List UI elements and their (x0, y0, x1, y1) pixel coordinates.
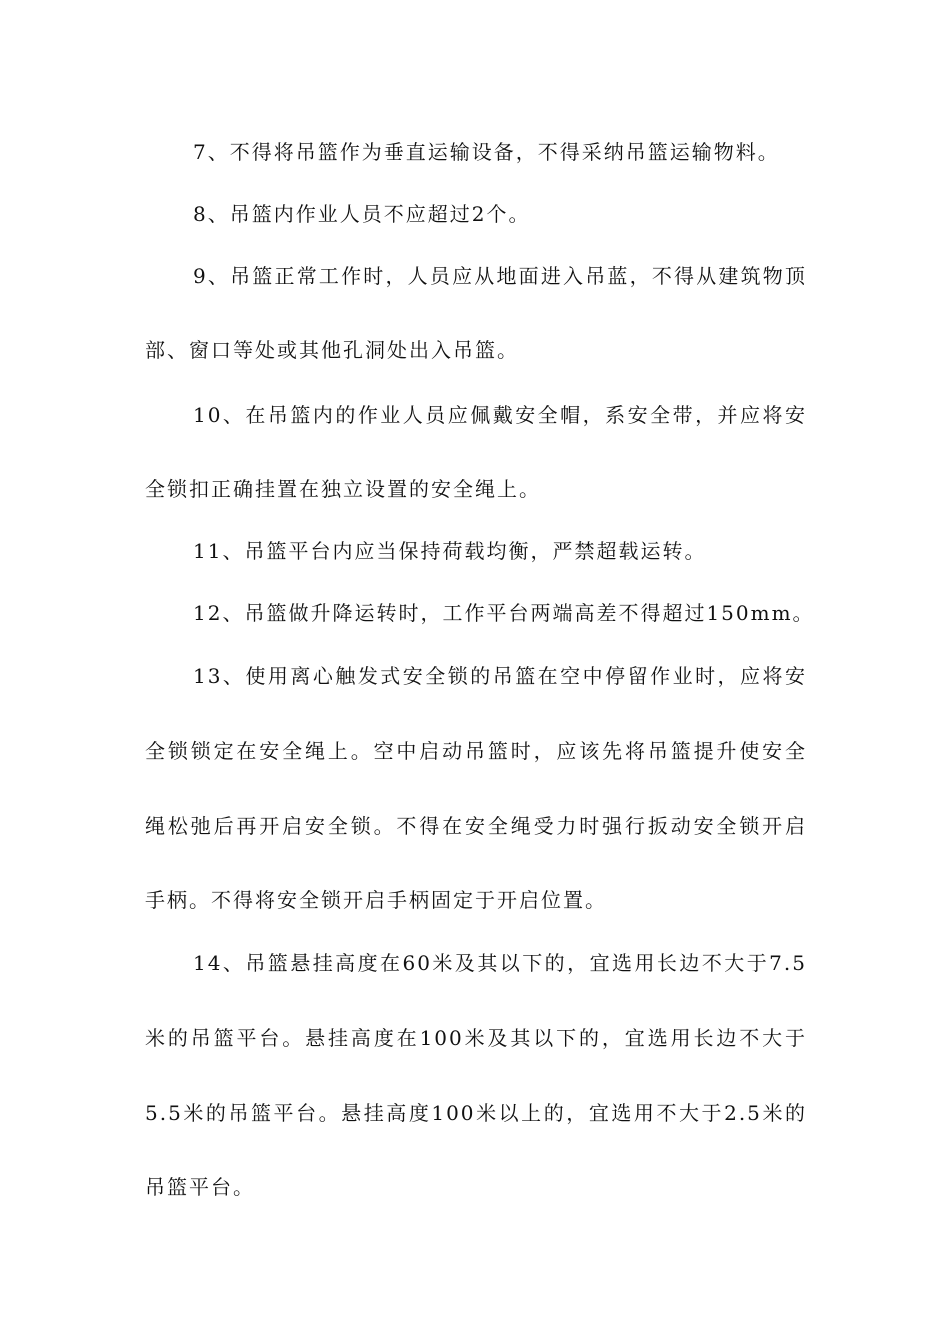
paragraph-9-line-1: 9、吊篮正常工作时，人员应从地面进入吊蓝，不得从建筑物顶 (193, 264, 807, 288)
paragraph-11-line-1: 11、吊篮平台内应当保持荷载均衡，严禁超载运转。 (193, 539, 707, 563)
paragraph-13-line-1: 13、使用离心触发式安全锁的吊篮在空中停留作业时，应将安 (193, 664, 807, 688)
paragraph-13-line-2: 全锁锁定在安全绳上。空中启动吊篮时，应该先将吊篮提升使安全 (145, 739, 807, 763)
paragraph-13-line-4: 手柄。不得将安全锁开启手柄固定于开启位置。 (145, 888, 607, 912)
paragraph-10-line-1: 10、在吊篮内的作业人员应佩戴安全帽，系安全带，并应将安 (193, 403, 807, 427)
paragraph-14-line-3: 5.5米的吊篮平台。悬挂高度100米以上的，宜选用不大于2.5米的 (145, 1101, 807, 1125)
paragraph-14-line-4: 吊篮平台。 (145, 1175, 255, 1199)
paragraph-12-line-1: 12、吊篮做升降运转时，工作平台两端高差不得超过150mm。 (193, 601, 815, 625)
paragraph-14-line-1: 14、吊篮悬挂高度在60米及其以下的，宜选用长边不大于7.5 (193, 951, 807, 975)
paragraph-13-line-3: 绳松弛后再开启安全锁。不得在安全绳受力时强行扳动安全锁开启 (145, 814, 807, 838)
paragraph-7-line-1: 7、不得将吊篮作为垂直运输设备，不得采纳吊篮运输物料。 (193, 140, 780, 164)
paragraph-8-line-1: 8、吊篮内作业人员不应超过2个。 (193, 202, 531, 226)
paragraph-10-line-2: 全锁扣正确挂置在独立设置的安全绳上。 (145, 477, 541, 501)
paragraph-14-line-2: 米的吊篮平台。悬挂高度在100米及其以下的，宜选用长边不大于 (145, 1026, 807, 1050)
paragraph-9-line-2: 部、窗口等处或其他孔洞处出入吊篮。 (145, 338, 519, 362)
